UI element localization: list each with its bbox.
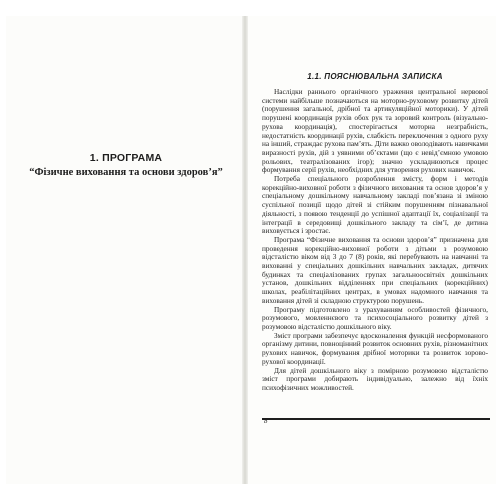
footer-rule bbox=[262, 418, 490, 420]
book-spread bbox=[6, 16, 496, 484]
paragraph: Для дітей дошкільного віку з помірною розумовою відсталістю зміст програми добирають індивідуально, залежно від їхніх психофізичних можливостей. bbox=[262, 365, 488, 392]
paragraph: Потреба спеціального розроблення змісту, форм і методів корекційно-виховної роботи з фізичного виховання та основ здоров’я у спеціальному дошкільному навчальному закладі пов’язана зі зміною суспільної позиції щодо дітей зі стійким порушенням пізнавальної діяльності, з появою тенденції до успішної адаптації їх, соціалізації та інтеграції в середовищі дошкільного закладу та сім’ї, де дитина виховується і зростає. bbox=[262, 174, 488, 236]
left-page bbox=[6, 16, 244, 484]
program-subtitle: “Фізичне виховання та основи здоров’я” bbox=[29, 167, 223, 178]
section-header: 1.1. ПОЯСНЮВАЛЬНА ЗАПИСКА bbox=[307, 72, 443, 81]
right-page bbox=[248, 16, 496, 484]
paragraph: Програму підготовлено з урахуванням особливостей фізичного, розумового, мовленнєвого та психосоціального розвитку дітей з розумовою відсталістю дошкільного віку. bbox=[262, 304, 488, 331]
program-title-block bbox=[24, 152, 228, 178]
paragraph: Програма “Фізичне виховання та основи здоров’я” призначена для проведення корекційно-виховної роботи з дітьми з розумовою відсталістю віком від 3 до 7 (8) років, які перебувають на навчанні та вихованні у спеціальних дошкільних навчальних закладах, дитячих будинках та спеціалізованих групах загальноосвітніх дошкільних установ, дошкільних відділеннях при спеціальних (корекційних) школах, реабілітаційних центрах, в умовах надомного навчання та виховання дітей зі складною структурою порушень. bbox=[262, 234, 488, 305]
paragraph: Наслідки раннього органічного ураження центральної нервової системи найбільше позначаються на моторно-руховому розвитку дітей (порушення загальної, дрібної та артикуляційної моторики). У дітей порушені координація рухів обох рук та зоровий контроль (візуально-рухова координація), спостерігається моторна незграбність, недостатність координації рухів, слабкість переключення з одного руху на інший, страждає рухова пам’ять. Діти важко оволодівають навичками виразності рухів, дій з уявними об’єктами (що є невід’ємною умовою рольових, театралізованих ігор); значно ускладнюються процес формування серії рухів, необхідних для утворення рухових навичок. bbox=[262, 87, 488, 175]
explanatory-note-text bbox=[262, 88, 488, 393]
program-title: 1. ПРОГРАМА bbox=[89, 152, 163, 164]
page-number: 8 bbox=[264, 417, 268, 425]
paragraph: Зміст програми забезпечує вдосконалення функцій несформованого організму дитини, повноцінний розвиток основних рухів, різноманітних рухових навичок, формування дрібної моторики та розвиток зорово-рухової координації. bbox=[262, 330, 488, 366]
